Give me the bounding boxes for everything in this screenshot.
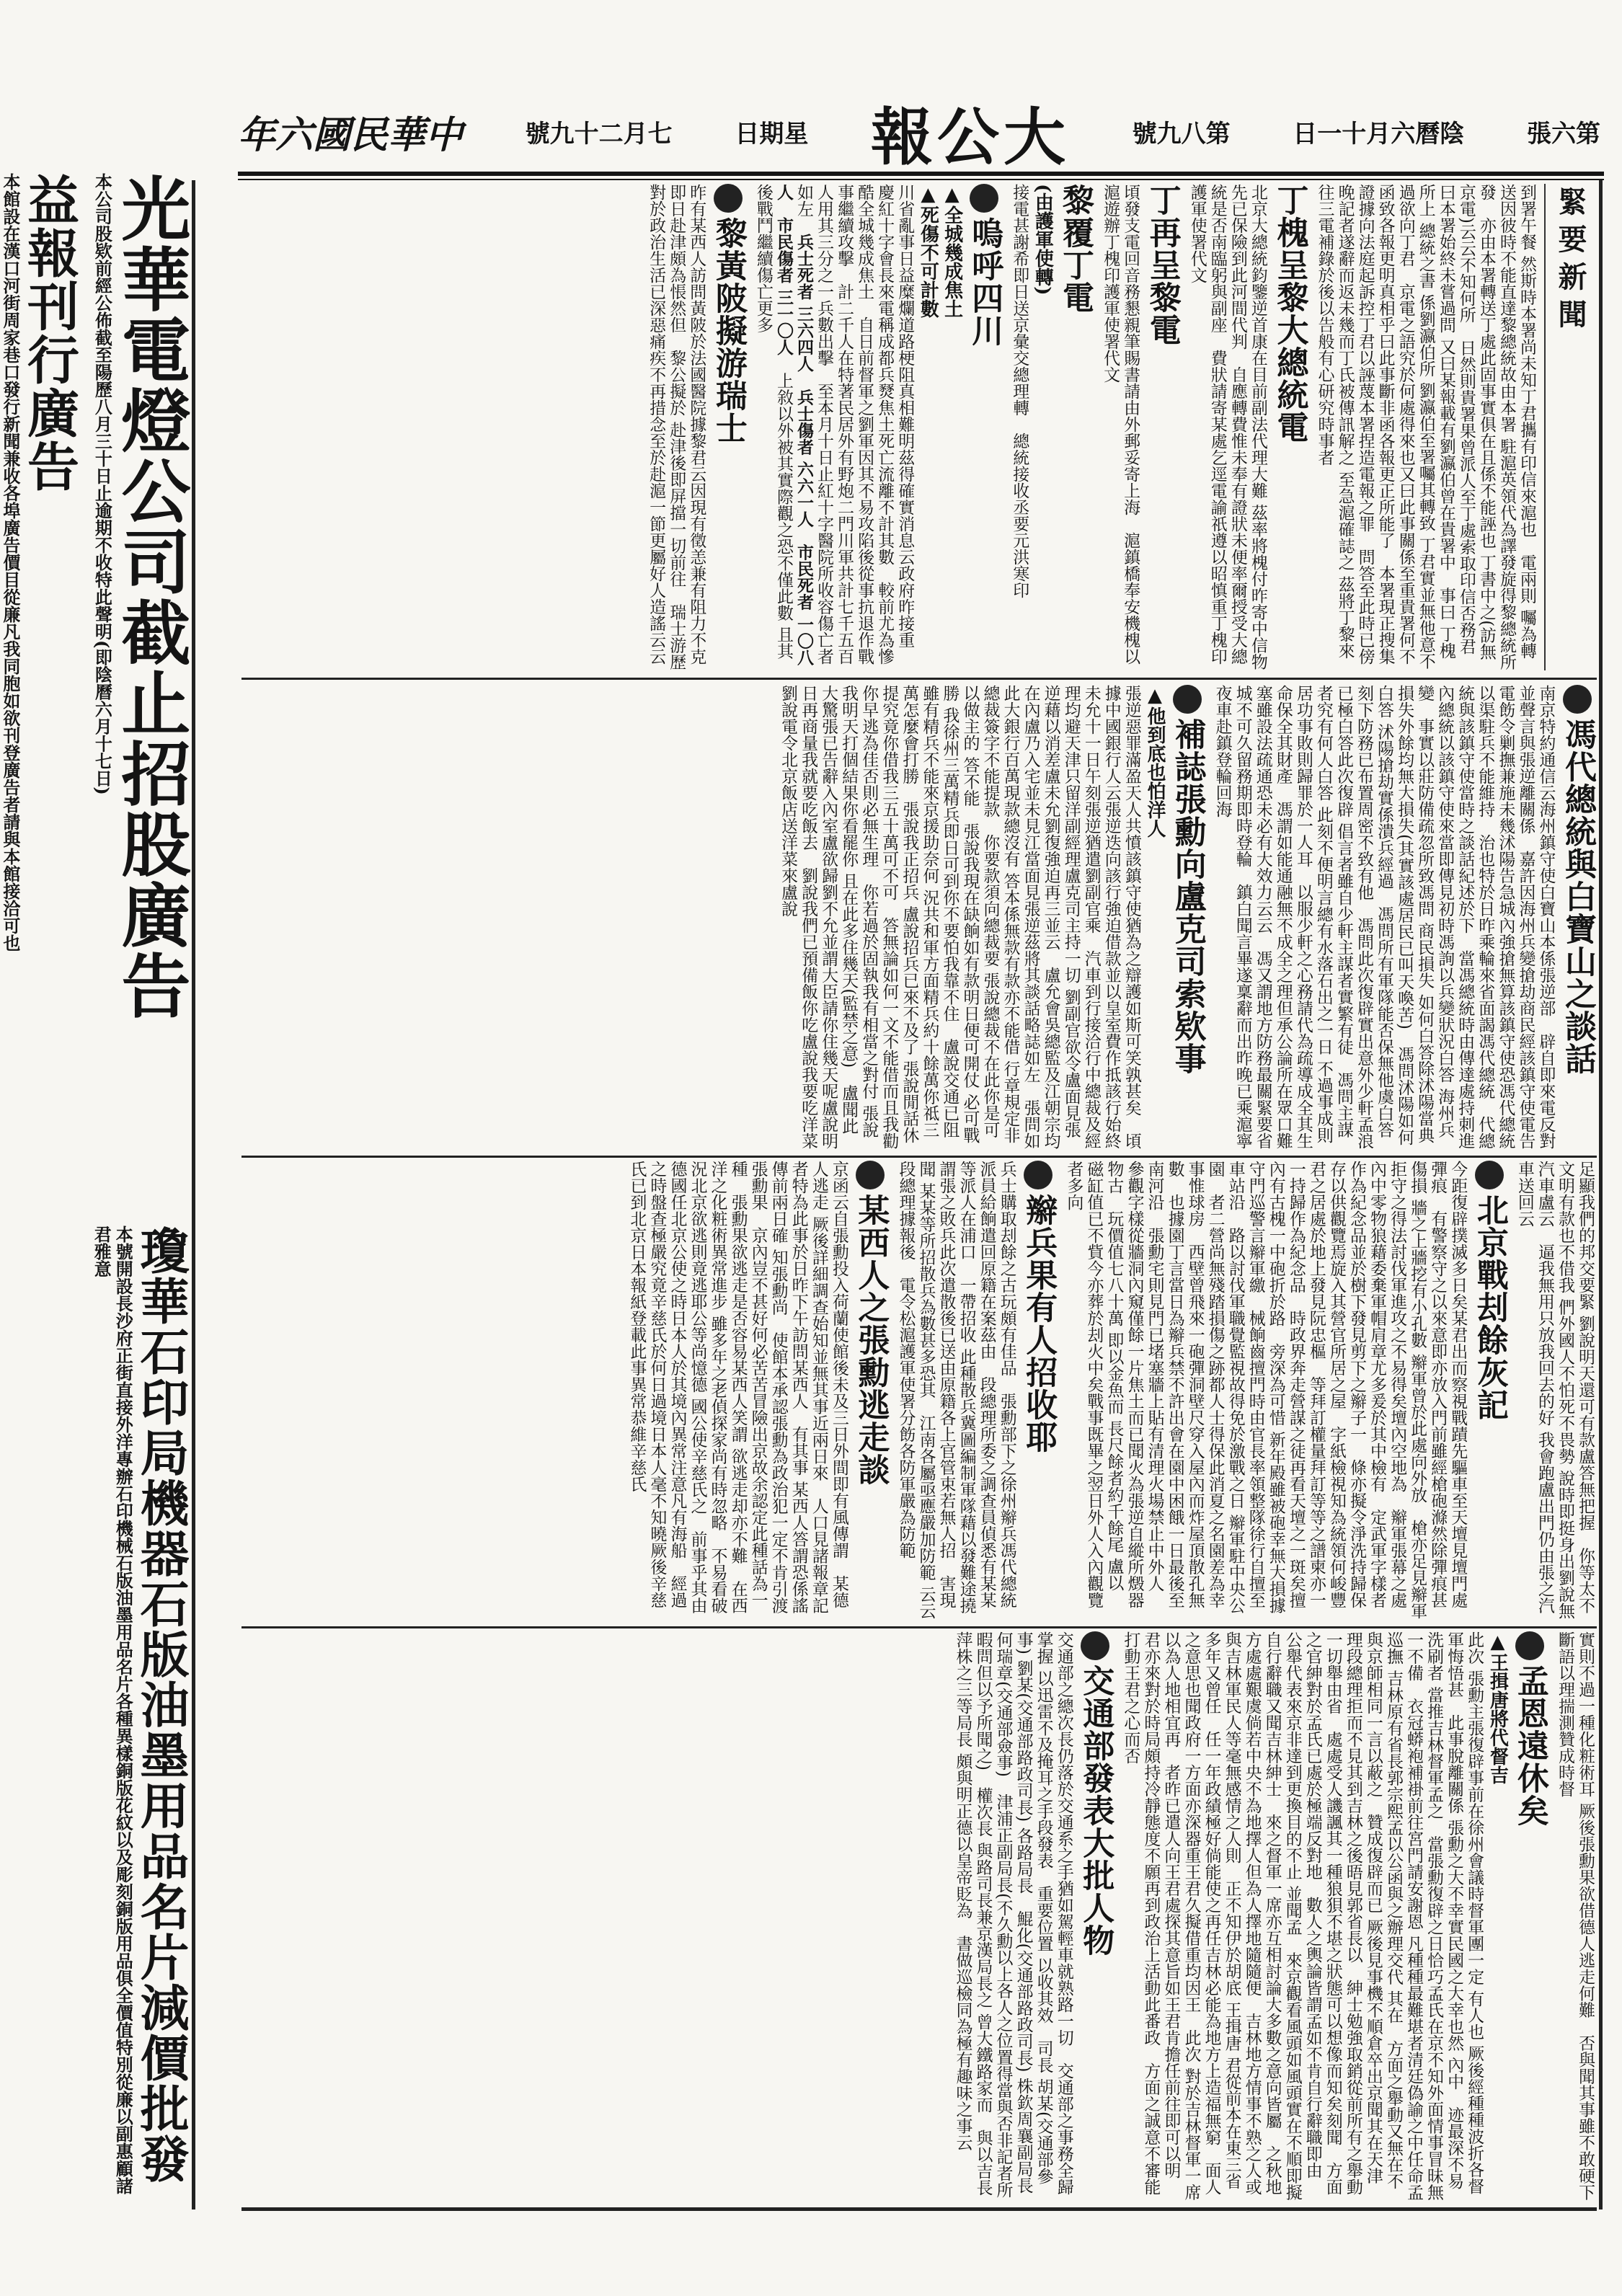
ornament-bullet-icon bbox=[970, 184, 998, 213]
article-paragraph: 正不知伊於胡底 王揖唐 君從前本在東三省多年又曾任 bbox=[1202, 1631, 1241, 2189]
article-paragraph: 段總理所委之調查員偵悉有某某等派人在浦口 bbox=[957, 1161, 996, 1608]
article-paragraph: 頃發支電回音務懇親筆賜書請由外郵妥寄上海 bbox=[1121, 184, 1140, 515]
article-paragraph: 川省亂事日益糜爛道路梗阻真相難明茲得確實消息云政府昨接重 bbox=[895, 184, 915, 648]
ornament-bullet-icon bbox=[1475, 1161, 1504, 1189]
article-paragraph: 重要位置 以收其效 bbox=[1034, 1885, 1053, 2024]
article-paragraph: 上敘以外被其實際觀之恐不僅此數 且其後戰鬥繼續傷亡更多 bbox=[753, 184, 793, 660]
ad-border bbox=[192, 180, 195, 2209]
ornament-bullet-icon bbox=[714, 184, 743, 213]
article-headline bbox=[852, 1161, 889, 1622]
article-paragraph: 否與聞其事雖不敢硬下斷語以理揣測贊成時督 bbox=[1555, 1631, 1595, 2201]
article-body bbox=[778, 685, 1142, 1150]
headline-text: 丁槐呈黎大總統電 bbox=[1271, 184, 1308, 443]
newspaper-title: 大公報 bbox=[870, 100, 1070, 174]
article-body bbox=[1009, 184, 1029, 670]
article-paragraph: 人口見諸報章記者特為此事於日昨下午訪問某西人 bbox=[789, 1161, 828, 1614]
article-subheading: ▲死傷不可計數 bbox=[917, 184, 939, 318]
casualty-row: 市民死者 一〇八人 bbox=[774, 184, 814, 666]
article-paragraph: 京電之語究於何處得來也又曰此事關係至重貴署何不函致各報更明真相乎曰此事斷非函各報更正所能了 bbox=[1375, 184, 1415, 665]
article-headline bbox=[1143, 184, 1180, 670]
masthead-bar bbox=[238, 97, 1600, 174]
article-paragraph: 較前尤為慘酷全城幾成焦土 bbox=[855, 184, 895, 665]
news-tier bbox=[244, 184, 1595, 670]
article-paragraph: 昨有某西人訪問黃陂於法國醫院據黎君云因現有徵恙兼有阻力不克即日赴津頗為悵然但 bbox=[667, 184, 706, 665]
tier-divider bbox=[241, 1156, 1597, 1158]
ad-newspaper-launch bbox=[0, 173, 78, 1211]
news-article bbox=[778, 685, 1205, 1150]
article-paragraph: 者二營尚無殘踏損傷之跡都人士得保此消夏之名園差為幸事惟球房 bbox=[1185, 1161, 1225, 1608]
article-paragraph: 馮又謂地方防務最關緊要省城不可久留務期即時登輪 bbox=[1233, 685, 1272, 1149]
article-paragraph: 來京觀看風頭如風頭實在不順即擬自行辭職又聞吉林紳士 bbox=[1262, 1631, 1302, 2201]
article-body bbox=[1063, 1161, 1468, 1622]
article-paragraph: 吉林地方情事不熟之人或與吉林軍民人等毫無感情之人則 bbox=[1222, 1631, 1262, 2195]
article-headline bbox=[966, 184, 1003, 670]
article-paragraph: 總統接收丞要元洪寒印 bbox=[1010, 433, 1029, 598]
tier-divider bbox=[241, 1626, 1597, 1628]
article-paragraph: 至本月十日止紅十字醫院所收容傷亡者如左 bbox=[794, 184, 834, 665]
article-subheading: ▲王揖唐將代督吉 bbox=[1486, 1631, 1509, 1784]
article-paragraph: 汽車到行接洽行中總裁及經理均避天津只留洋副經理盧克司主持一切 劉副官欲令盧面見張逆藉以消差盧未允劉復強迫再三並云 bbox=[1041, 685, 1101, 1149]
article-body bbox=[1515, 1161, 1595, 1622]
article-paragraph: 數人之輿論皆謂孟如不肯自行辭職即由 bbox=[1303, 1897, 1322, 2178]
article-paragraph: 費狀請寄某處乞逕電諭祇遵以昭慎重丁槐印護軍使署代文 bbox=[1187, 184, 1227, 665]
article-paragraph: 磁缸值已不貲今亦葬於刦火中矣戰事既畢之翌日外人入內觀覽者多向 bbox=[1064, 1161, 1104, 1608]
article-paragraph: 不易看破況北京欲逃則竟逃耶公等尚憶德 國公使辛慈氏之 bbox=[688, 1161, 727, 1614]
ornament-bullet-icon bbox=[1081, 1631, 1109, 1660]
article-paragraph: 一帶招收 此種散兵冀圖編制軍隊藉以發難途撓 bbox=[957, 1277, 976, 1614]
article-paragraph: 南京特約通信云海州鎮守使白寶山本係張逆部 bbox=[1536, 685, 1556, 1016]
article-paragraph: 劉說我們已預備飯你吃盧說我要吃洋菜劉說電令北京飯店送洋菜來盧說 bbox=[779, 685, 818, 1149]
news-article bbox=[1120, 1631, 1548, 2201]
article-body bbox=[1187, 184, 1268, 670]
article-paragraph: 瑞士游歷 對於政治生活已深惡痛疾不再措念至於赴滬一節更屬好人造謠云云 bbox=[647, 184, 686, 670]
headline-text: 黎覆丁電 bbox=[1057, 184, 1094, 314]
news-article bbox=[895, 1161, 1056, 1622]
article-paragraph: 到署午餐 然斯時本署尚未知丁君攜有印信來滬也 bbox=[1517, 184, 1536, 538]
news-tier bbox=[244, 1161, 1595, 1622]
article-paragraph: 盧聞此大驚張已告辭入內室盧欲歸劉不允並謂大臣請你住幾天呢盧說明日再商量我就要吃飯去 bbox=[799, 685, 859, 1149]
article-headline bbox=[1559, 685, 1595, 1150]
article-paragraph: 經過之時盤查極嚴究竟辛慈氏於何日過境日本人毫不知曉厥後辛慈 bbox=[647, 1161, 687, 1608]
article-paragraph: 與以吉長萍株之三等局長 頗與明正德以皇帝貶為 bbox=[953, 1631, 993, 2196]
article-paragraph: 時政界奔走營謀之徒再看天壇之一斑矣擅內有古槐一中砲折於路 bbox=[1266, 1161, 1306, 1608]
article-paragraph: 京函云自張勳投入荷蘭使館後未及三日外間即有風傳謂 bbox=[829, 1161, 848, 1559]
article-paragraph: 電飭令剿撫兼施未幾沭陽告急城內強搶無算該鎮守使恐馮代總統以渠駐兵不能維持 bbox=[1476, 685, 1515, 1149]
article-paragraph: 謂張之敗兵此次遣散後已送由原籍各上官管束若無人招 bbox=[936, 1161, 956, 1559]
article-paragraph: 京內豈不甚好何必苦苦冒險出京故余認定此種話為一種 bbox=[728, 1161, 768, 1608]
article-paragraph: 在西洋之化粧術異常進步 雖多年之老偵探家尚有時忽略 bbox=[708, 1161, 748, 1614]
article-paragraph: 你若過於固執我有相當之對付 張說我明天打個結果你看罷你 且在此多住幾天(監禁之意) bbox=[839, 685, 879, 1138]
article-paragraph: 答無論如何一文不能借而且我勸你早逃為佳否則必無生理 bbox=[859, 685, 899, 1149]
article-paragraph: 處處受人譏諷其一種狼狽不堪之狀態可以想像而知矣刻聞 bbox=[1323, 1731, 1342, 2145]
article-paragraph: 你等太不文明有款也不借我 們外國人不怕死不畏勢 說時即挺身出劉說無汽車盧云 bbox=[1535, 1161, 1595, 1619]
year: 中華民國六年 bbox=[238, 113, 464, 157]
article-paragraph: 書做巡檢同為極有趣味之事云 bbox=[953, 1935, 972, 2151]
article-body bbox=[1120, 1631, 1484, 2201]
article-paragraph: 張說我正招兵 盧說招兵已來不及了 張說閒話休提究竟你借我三五十萬可不可 bbox=[879, 685, 919, 1143]
ornament-bullet-icon bbox=[1563, 685, 1592, 714]
news-article bbox=[646, 184, 746, 670]
article-paragraph: 當馮總統時由傳達處持刺進內總統以該鎮守使來當即傳見初時馮詢以兵變狀況白答 海州兵變 bbox=[1415, 685, 1475, 1149]
article-paragraph: 接電甚謝希即日送京彙交總理轉 bbox=[1010, 184, 1029, 416]
ad-title: 光華電燈公司截止招股廣告 bbox=[110, 173, 192, 1021]
article-paragraph: 此次 對於吉林督軍一席以為人地相宜再 bbox=[1161, 1631, 1201, 2201]
page-number: 第六張 bbox=[1526, 120, 1600, 149]
article-paragraph: 張勳部下之徐州辮兵馮代總統派員給餉遣回原籍在案茲由 bbox=[977, 1161, 1016, 1608]
article-paragraph: 交通部之事務全歸掌握 以迅雷不及掩耳之手段發表 bbox=[1034, 1631, 1073, 2195]
news-article bbox=[1314, 184, 1537, 670]
article-paragraph: 滬鎮橋奉安機槐以滬遊辦丁槐印護軍使署代文 bbox=[1101, 184, 1140, 665]
headline-text: 丁再呈黎電 bbox=[1143, 184, 1181, 346]
article-paragraph: 問答至此時已傍晚記者遂辭而返未幾而丁氏被傳訊解之 至急滬確誌之 茲將丁黎來往三電補錄於後以告般有心研究時事者 bbox=[1315, 184, 1375, 665]
ad-title: 瓊華石印局機器石版油墨用品名片減價批發 bbox=[132, 1225, 190, 2184]
article-paragraph: 巡撫 吉林原有省長郭宗熙孟以公函與之辦理交代 其在 bbox=[1383, 1631, 1403, 2024]
article-paragraph: 事實以莊防備疏忽所致馮問 商民損失 如何白答除沭陽當典損失外餘均無大損失(其實該處居民已叫天喚苦) bbox=[1395, 685, 1435, 1143]
article-paragraph: 任一年政績極好倘能使之再任吉林必能為地方上造福無窮 bbox=[1202, 1731, 1221, 2145]
article-paragraph: 馮問此次復辟實出意外少軒孟浪已極白答此次復辟 倡言者雖自少軒主謀者實繁有徒 bbox=[1334, 685, 1373, 1149]
article-paragraph: 有警察守之以來意即亦放入門前雖經槍砲滌然除彈痕甚傷損 牆之上牆挖有小孔數 辮軍曾於此處向外放 bbox=[1408, 1161, 1448, 1608]
tier-divider bbox=[241, 678, 1597, 680]
news-article bbox=[952, 1631, 1113, 2201]
article-paragraph: 也據園丁言當日為辮兵禁不許出會在園中困餓一日最後至南河沿 bbox=[1145, 1161, 1184, 1608]
ornament-bullet-icon bbox=[1515, 1631, 1544, 1660]
news-article bbox=[1187, 184, 1308, 670]
article-paragraph: 旁深為可惜 新年殿雖被砲幸無大損據守門巡警言辮軍繳 bbox=[1246, 1161, 1285, 1614]
article-paragraph: 辮軍張幕之處內中零物狼藉委棄軍帽肩章尤多爰於其中檢有 bbox=[1368, 1161, 1407, 1608]
article-paragraph: 衣冠蟒袍補褂前往宮門請安謝恩 凡種種最難堪者清廷偽諭之中任命孟 bbox=[1404, 1698, 1423, 2201]
news-tier bbox=[244, 1631, 1595, 2201]
article-paragraph: 張問如此大銀行百萬現款總沒有 答本係無款有款亦不能借 行章規定非總裁簽字不能提款 bbox=[980, 685, 1040, 1149]
article-paragraph: 鎮白聞言畢遂稟辭而出昨晚已乘滬寧夜車赴鎮登輪回海 bbox=[1213, 685, 1252, 1149]
headline-text: 北京戰刦餘灰記 bbox=[1471, 1194, 1508, 1421]
article-paragraph: 等拜訂權量拜訂等等之譜柬亦一一持歸作為紀念品 bbox=[1286, 1161, 1326, 1608]
article-paragraph: 北京大總統鈞鑒逆首康在目前副法代理大難 茲率將槐付昨寄中信物先已保險到此河間代判 bbox=[1228, 184, 1267, 670]
ornament-bullet-icon bbox=[1024, 1161, 1052, 1189]
article-paragraph: 氏已到北京日本報紙登載此事異常恭維辛慈氏 bbox=[627, 1161, 647, 1492]
article-paragraph: 頃據中國銀行人云張逆迭向該行強迫借款並以皇室費作抵該行始終未允十一日午刻張逆猶遣劉副官乘 bbox=[1081, 685, 1141, 1149]
article-paragraph: 盧說交通已阻 雖有精兵不能來京援助奈何 況共和軍方面精兵約十餘萬你祗三萬怎麼會打勝 bbox=[900, 685, 960, 1138]
news-article bbox=[1009, 184, 1093, 670]
article-body bbox=[1213, 685, 1556, 1150]
article-paragraph: 當張勳復辟之日恰巧孟氏在京不知外面情事冒昧無一不備 bbox=[1404, 1631, 1444, 2201]
article-paragraph: 此事脫離關係 張勳之大不幸實民國之大幸也然 內中 bbox=[1445, 1714, 1464, 2090]
article-paragraph: 者昨已遣人向王君處探其意旨如王君肯擔任前往即可以明 bbox=[1161, 1764, 1181, 2178]
article-paragraph: 江南各屬亟應嚴加防範 云云段總理據報後 bbox=[896, 1161, 936, 1619]
article-paragraph: 贊成復辟而已 厥後見事機不順倉卒出京聞其在天津 bbox=[1363, 1814, 1383, 2184]
article-paragraph: 日然則貴署果曾派人至丁處索取印信否務君曰本署始終未嘗過問 又曰某報載有劉瀛伯曾在貴署中 bbox=[1436, 184, 1476, 655]
casualty-row: 兵士死者 三六四人 bbox=[794, 234, 814, 373]
ad-body: 本號開設長沙府正街直接外洋專辦石印機械石版油墨用品名片各種異樣銅版花紋以及彫刻銅版用品俱全價值特別從廉以副惠顧諸君雅意 bbox=[91, 1225, 134, 2194]
article-paragraph: 盧允會吳總監及江朝宗均在內盧乃入宅並未見江當面見張逆茲將其談話略誌如左 bbox=[1021, 685, 1060, 1149]
lunar-date: 陰曆六月十一日 bbox=[1293, 120, 1465, 149]
casualty-row: 市民傷者 三一〇人 bbox=[774, 217, 794, 356]
headline-text: 補誌張勳向盧克司索欵事 bbox=[1169, 718, 1206, 1075]
article-body bbox=[952, 1631, 1073, 2201]
article-paragraph: 事曰 丁槐所上 總統之書 係劉瀛伯所 劉瀛伯至署囑其轉致 丁君實並無他意不過欲向丁君 bbox=[1396, 184, 1455, 670]
article-paragraph: 交通部之總次長仍落於交通系之手猶如駕輕車就熟路一切 bbox=[1054, 1631, 1073, 2046]
article-paragraph: 方面之舉動又無在不與京師相同一言以蔽之 bbox=[1363, 1631, 1403, 2189]
article-paragraph: 害現聞 某某等所招散兵為數甚多恐其 bbox=[916, 1161, 956, 1608]
headline-text: 黎黃陂擬游瑞士 bbox=[709, 217, 747, 444]
news-article bbox=[1063, 1161, 1507, 1622]
article-paragraph: 械餉齒擅門時由官長率領整隊徐行自擅至車站沿 bbox=[1226, 1161, 1265, 1608]
casualty-row: 兵士傷者 六六一人 bbox=[794, 389, 814, 528]
article-paragraph: 亦由本署轉送丁處此固事實俱在且係不能誣也 丁書中之(訪無京電)云云不知何所 bbox=[1456, 184, 1496, 660]
ornament-bullet-icon bbox=[1173, 685, 1202, 714]
article-paragraph: 代總統與該鎮守使當時之談話紀述於下 bbox=[1455, 685, 1495, 1149]
ornament-bullet-icon bbox=[856, 1161, 885, 1189]
article-paragraph: 君亦來對於時局頗持冷靜態度不願再到政治上活動此番政 bbox=[1141, 1631, 1161, 2046]
header-rule bbox=[238, 172, 1604, 180]
right-border bbox=[1599, 180, 1603, 2209]
headline-text: 馮代總統與白寶山之談話 bbox=[1559, 718, 1596, 1075]
article-body bbox=[646, 184, 706, 670]
article-paragraph: 權次長 與路司長兼京漢局長之 曾大鐵路家而 bbox=[973, 1786, 993, 2113]
article-body bbox=[1100, 184, 1140, 670]
weekday: 星期日 bbox=[735, 120, 809, 149]
article-paragraph: 馮謂如能通融無不成全之理但承公論所在眾口難塞雖設法疏通恐未必有大效力云云 bbox=[1253, 685, 1293, 1149]
article-headline bbox=[1077, 1631, 1114, 2201]
article-paragraph: 津浦正副局長(不久勳以上各人之位置得當與否非記者所暇問但以予所聞之) bbox=[973, 1631, 1013, 2198]
article-body bbox=[626, 1161, 849, 1622]
article-paragraph: 今距復辟撲滅多日矣某君出而察視戰蹟先驅車至天壇見壇門處彈痕 bbox=[1428, 1161, 1468, 1608]
article-paragraph: 此次 張勳主張復辟事前在徐州會議時督軍團一定 有人也 厥後經種種波折各督軍悔悟甚 bbox=[1445, 1631, 1484, 2194]
article-paragraph: 紳士勉強取銷從前所有之舉動 一切舉由省 bbox=[1323, 1631, 1362, 2195]
article-paragraph: 字紙檢視知為統領何峻豐君之居處於地上發見阮忠樞 bbox=[1306, 1161, 1346, 1608]
article-paragraph: 張勳果欲逃走是否容易某西人笑謂 欲逃走却亦不難 bbox=[728, 1194, 748, 1564]
article-paragraph: 逼我無用只放我回去的好 我會跑盧出門仍由張之汽車送回云 bbox=[1515, 1161, 1554, 1614]
article-paragraph: 治也特於日昨乘輪來省面謁馮代總統 bbox=[1476, 834, 1495, 1099]
headline-text: 某西人之張勳逃走談 bbox=[852, 1194, 890, 1486]
news-tier bbox=[244, 685, 1595, 1150]
article-paragraph: 路以討伐軍職覺監視故得免於激戰之日 辮軍駐中央公園 bbox=[1205, 1161, 1245, 1614]
article-paragraph: 方面之誠意不審能打動王君之心而否 bbox=[1121, 1631, 1161, 2195]
article-paragraph: 迹最深不易洗刷者 當推吉林督軍孟之 bbox=[1424, 1631, 1464, 2189]
ad-guanghua-electric bbox=[81, 173, 192, 1211]
article-headline bbox=[1056, 184, 1093, 670]
article-headline bbox=[1020, 1161, 1057, 1622]
article-body bbox=[753, 184, 915, 670]
article-body bbox=[1555, 1631, 1595, 2201]
article-paragraph: 嘉許因海州兵變搶劫商民經該鎮守使電告 bbox=[1516, 851, 1535, 1149]
news-article bbox=[1515, 1161, 1595, 1622]
article-paragraph: 某德人逃走 厥後詳細調查始知並無其事近兩日來 bbox=[809, 1161, 848, 1608]
article-paragraph: 黎公擬於 赴津後即屏擋一切前往 bbox=[667, 350, 686, 588]
article-paragraph: 司長 胡某(交通部參事) 劉某(交通部路政司長) 各路局長 bbox=[1014, 1631, 1053, 2184]
article-paragraph: 本署現正搜集證據向法庭起訴控丁君以誣蔑本署捏造電報之罪 bbox=[1355, 184, 1395, 665]
news-article bbox=[1555, 1631, 1595, 2201]
article-paragraph: 有其事 某西人答謂恐係謠傳前兩日確 知張勳尚 bbox=[768, 1161, 808, 1614]
article-paragraph: 來之督軍一席亦互相討論大多數之意向皆屬 bbox=[1262, 1814, 1282, 2129]
article-paragraph: 理段總理拒而不見其到吉林之後晤見郭省長以 bbox=[1343, 1631, 1362, 1963]
article-body bbox=[1314, 184, 1537, 670]
article-subheading: ▲他到底也怕洋人 bbox=[1144, 685, 1166, 838]
article-paragraph: 槍亦足見辮軍拒守之得法討伐軍進攻之不易得矣壇內空地為 bbox=[1388, 1161, 1427, 1619]
news-article bbox=[626, 1161, 888, 1622]
news-article bbox=[753, 184, 1002, 670]
issue-number: 第八九號 bbox=[1132, 120, 1231, 149]
article-headline bbox=[1511, 1631, 1548, 2201]
article-paragraph: 使館本承認張勳為政治犯一定不肯引渡張勳果 bbox=[748, 1161, 788, 1614]
advertisements bbox=[0, 151, 192, 2213]
article-paragraph: 足顯我們的邦交要緊 劉說明天還可有款盧答無把握 bbox=[1576, 1161, 1595, 1531]
article-paragraph: 之秋地方處處艱虞倘若中央不為地擇人但為人擇地隨隨便 bbox=[1242, 1631, 1282, 2195]
headline-text: 交通部發表大批人物 bbox=[1077, 1665, 1114, 1956]
article-paragraph: 馮問所有軍隊能否保無他虞白答刻下防務已布置周密不致有他 bbox=[1354, 685, 1394, 1138]
issue-date: 七月二十九號 bbox=[525, 120, 673, 149]
article-paragraph: 辟自即來電反對並聲言與張逆離關係 bbox=[1516, 685, 1556, 1149]
headline-text: 嗚呼四川 bbox=[966, 217, 1003, 347]
section-heading: 緊要新聞 bbox=[1544, 184, 1595, 670]
article-body bbox=[895, 1161, 1016, 1622]
ad-qionghua-lithograph bbox=[0, 1225, 190, 2206]
article-paragraph: 玩價值七八十萬 即以金魚而 長尺餘者約千餘尾 盧以 bbox=[1104, 1210, 1124, 1591]
article-headline bbox=[1169, 685, 1205, 1150]
bottom-rule bbox=[241, 2207, 1597, 2211]
article-paragraph: 實則不過一種化粧術耳 厥後張勳果欲借德人逃走何難 bbox=[1576, 1631, 1595, 2018]
article-paragraph: 鯤化(交通部路政司長) 株欽周襄副局長何瑞章(交通部僉事) bbox=[993, 1631, 1033, 2194]
news-article bbox=[1100, 184, 1180, 670]
headline-text: 辮兵果有人招收耶 bbox=[1020, 1194, 1058, 1453]
article-paragraph: 馮問主謀者究有何人白答 此刻不便明言總有水落石出之一日 不過事成則居功事敗則歸罪於一人耳 bbox=[1293, 685, 1353, 1143]
ad-body: 本館設在漢口河街周家巷口發行新聞兼收各埠廣告價目從廉凡我同胞如欲刊登廣告者請與本館接洽可也 bbox=[0, 173, 21, 952]
article-subheading: ▲全城幾成焦土 bbox=[941, 184, 963, 318]
ad-title: 益報刊行廣告 bbox=[19, 173, 80, 493]
article-paragraph: 西壁曾飛來一砲彈洞壁尺穿入屋內而炸屋頂散孔無數 bbox=[1165, 1161, 1205, 1608]
article-paragraph: 兵士購取刦餘之古玩頗有佳品 bbox=[997, 1161, 1016, 1376]
article-paragraph: 前事乎其由德國任北京公使之時日本人於其境內異常注意凡有海船 bbox=[668, 1161, 707, 1614]
article-subheading: (由護軍使轉) bbox=[1032, 184, 1054, 296]
article-paragraph: 馮問沭陽如何白答 沭陽搶劫實係潰兵經過 bbox=[1375, 685, 1414, 1145]
article-headline bbox=[709, 184, 746, 670]
article-paragraph: 電令松滬護軍使署分飭各防軍嚴為防範 bbox=[896, 1277, 916, 1559]
article-paragraph: 面人之意思也聞政府一方面亦深器重王君久擬借重均因王 bbox=[1182, 1631, 1221, 2195]
article-paragraph: 自應轉費惟未奉有證狀未便率爾授受大總統是否南臨躬與副座 bbox=[1207, 184, 1247, 665]
article-paragraph: 慶紅十字會長來電稱成都兵燹焦土死亡流離不計其數 bbox=[875, 184, 895, 565]
article-paragraph: 自日前督軍之劉軍因其不易攻陷後從事抗退作戰事繼續攻擊 bbox=[835, 184, 874, 665]
ad-body: 本公司股欵前經公佈截至陽歷八月三十日止逾期不收特此聲明(即陰曆六月十七日) bbox=[92, 173, 113, 795]
article-paragraph: 條亦擬令淨洗持歸保存以供觀覽焉旋入其營官所居之屋 bbox=[1326, 1161, 1366, 1608]
article-paragraph: 方面之官紳對於孟氏已處於極端反對地 bbox=[1303, 1631, 1342, 2195]
article-paragraph: 張勳宅則見門已堵塞牆上貼有清理火場禁止中外人 bbox=[1145, 1227, 1164, 1592]
article-paragraph: 電兩則 囑為轉送因彼時不能直達黎總統故由本署 駐滬英領代為譯發旋得黎總統所發 bbox=[1476, 184, 1536, 670]
article-paragraph: 計二千人在特著民居外有野炮二門川軍共計七千五百人用其三分之一兵數出擊 bbox=[815, 184, 854, 665]
article-paragraph: 以服少軒之心務請代為疏導成全其生命保全其財產 bbox=[1273, 685, 1313, 1149]
headline-text: 孟恩遠休矣 bbox=[1511, 1665, 1548, 1827]
news-article bbox=[1213, 685, 1595, 1150]
article-headline bbox=[1471, 1161, 1507, 1622]
article-paragraph: 公舉代表來京非達到更換目的不止 並聞孟 bbox=[1282, 1631, 1302, 1936]
article-paragraph: 張逆惡罪滿盈天人共憤該鎮守使猶為之辯護如斯可笑孰甚矣 bbox=[1122, 685, 1141, 1116]
article-paragraph: 定武軍字樣者作為紀念品並於樹下發見剪下之辮子一 bbox=[1347, 1161, 1387, 1608]
article-paragraph: 你要款須向總裁要 張說總裁不在此你是可以做主的 答不能 bbox=[960, 685, 1000, 1138]
article-headline bbox=[1271, 184, 1308, 670]
article-paragraph: 參觀字樣從牆洞內窺僅餘一片焦土而已聞火為張逆自縱所燬器物古 bbox=[1104, 1161, 1144, 1608]
article-paragraph: 張說我現在缺餉如有款明日便可開仗 必可戰勝 我徐州三萬精兵即日可到你不要怕我靠不住 bbox=[940, 685, 980, 1143]
